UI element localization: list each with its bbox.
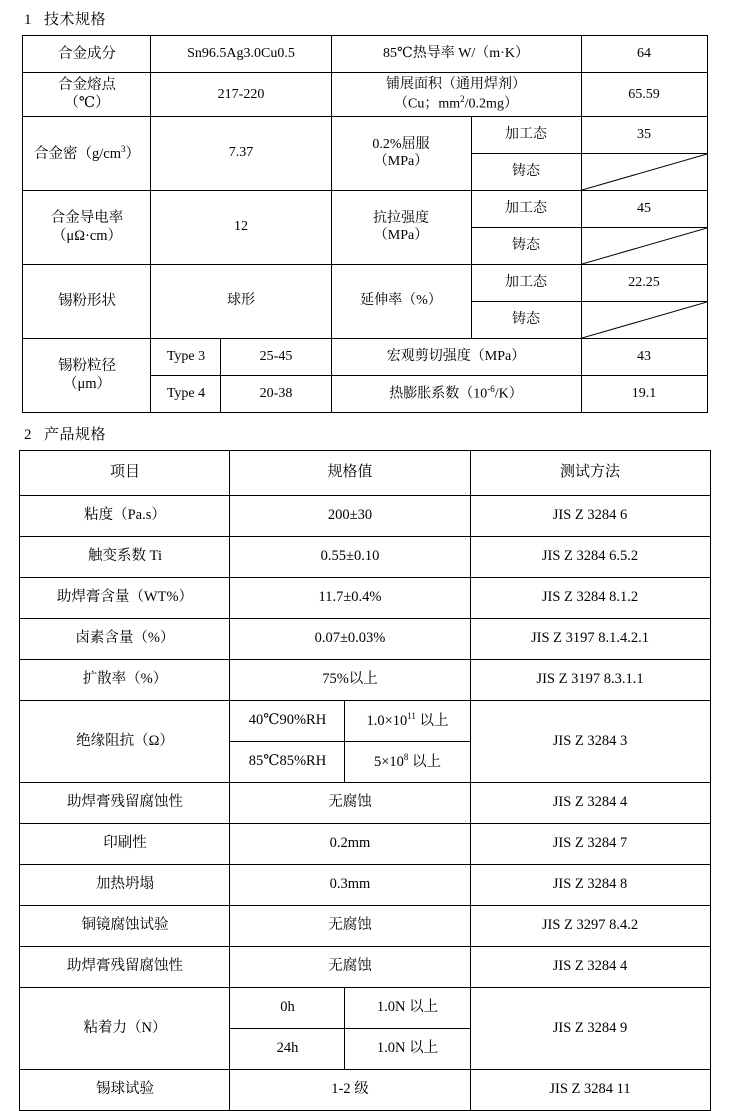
thermal-conductivity-label: 85℃热导率 W/（m·K） — [331, 36, 581, 73]
row-condition: 24h — [230, 1028, 345, 1069]
thermal-conductivity-value: 64 — [581, 36, 707, 73]
alloy-conductivity-label-line2: （μΩ·cm） — [51, 228, 123, 245]
spread-area-label — [331, 73, 581, 117]
melting-point-label-line2: （℃） — [64, 95, 110, 112]
yield-value-cast-empty — [581, 153, 707, 190]
section-2-heading — [24, 423, 730, 444]
header-item: 项目 — [20, 450, 230, 495]
section-1-number: 1 — [24, 12, 32, 28]
row-spec: 0.07±0.03% — [230, 618, 470, 659]
row-method: JIS Z 3284 7 — [470, 823, 710, 864]
product-spec-table — [19, 450, 710, 1111]
row-value: $1.0\times 10^{11}$ 以上 — [345, 700, 470, 741]
table-row — [20, 823, 710, 864]
yield-state-cast: 铸态 — [471, 153, 581, 190]
tensile-strength-label-line1: 抗拉强度 — [373, 210, 429, 226]
table-row — [23, 73, 707, 117]
alloy-composition-label: 合金成分 — [23, 36, 151, 73]
row-spec: 无腐蚀 — [230, 946, 470, 987]
table-row — [23, 116, 707, 153]
row-item: 助焊膏残留腐蚀性 — [20, 946, 230, 987]
particle-type-4: Type 4 — [151, 375, 221, 412]
row-method: JIS Z 3284 4 — [470, 782, 710, 823]
table-row — [20, 577, 710, 618]
particle-size-label-line2: （μm） — [62, 376, 112, 393]
row-item: 触变系数 Ti — [20, 536, 230, 577]
elongation-label: 延伸率（%） — [331, 264, 471, 338]
row-item: 粘度（Pa.s） — [20, 495, 230, 536]
alloy-density-value: 7.37 — [151, 116, 331, 190]
particle-range-3: 25-45 — [221, 338, 331, 375]
elongation-state-wrought: 加工态 — [471, 264, 581, 301]
yield-strength-label — [331, 116, 471, 190]
yield-strength-label-line2: （MPa） — [373, 154, 429, 170]
row-item: 助焊膏含量（WT%） — [20, 577, 230, 618]
thermal-expansion-label: 热膨胀系数$(10^{-6}/K)$ — [331, 375, 581, 412]
row-value: 1.0N 以上 — [345, 987, 470, 1028]
row-condition: 40℃90%RH — [230, 700, 345, 741]
section-2-title: 产品规格 — [44, 426, 107, 443]
table-row — [20, 1069, 710, 1110]
table-row — [20, 700, 710, 741]
alloy-density-label: 合金密$(g/cm^3)$ — [23, 116, 151, 190]
header-test-method: 测试方法 — [470, 450, 710, 495]
row-spec: 0.3mm — [230, 864, 470, 905]
row-item: 印刷性 — [20, 823, 230, 864]
tensile-state-wrought: 加工态 — [471, 190, 581, 227]
tensile-strength-label-line2: （MPa） — [373, 228, 429, 244]
row-method: JIS Z 3297 8.4.2 — [470, 905, 710, 946]
table-row — [23, 338, 707, 375]
alloy-conductivity-label-line1: 合金导电率 — [50, 210, 124, 227]
table-row — [20, 987, 710, 1028]
row-spec: 75%以上 — [230, 659, 470, 700]
row-method: JIS Z 3284 4 — [470, 946, 710, 987]
row-item: 绝缘阻抗（Ω） — [20, 700, 230, 782]
row-item: 锡球试验 — [20, 1069, 230, 1110]
yield-strength-label-line1: 0.2%屈服 — [372, 136, 430, 152]
section-2-number: 2 — [24, 426, 32, 443]
tensile-value-wrought: 45 — [581, 190, 707, 227]
alloy-conductivity-label — [23, 190, 151, 264]
row-item: 铜镜腐蚀试验 — [20, 905, 230, 946]
row-method: JIS Z 3284 6 — [470, 495, 710, 536]
table-row — [20, 905, 710, 946]
particle-size-label-line1: 锡粉粒径 — [57, 358, 116, 375]
yield-state-wrought: 加工态 — [471, 116, 581, 153]
elongation-value-cast-empty — [581, 301, 707, 338]
row-spec: 无腐蚀 — [230, 905, 470, 946]
row-method: JIS Z 3284 8 — [470, 864, 710, 905]
table-row — [20, 536, 710, 577]
powder-shape-value: 球形 — [151, 264, 331, 338]
header-spec-value: 规格值 — [230, 450, 470, 495]
particle-type-3: Type 3 — [151, 338, 221, 375]
macro-shear-strength-label: 宏观剪切强度（MPa） — [331, 338, 581, 375]
table-row — [20, 618, 710, 659]
elongation-state-cast: 铸态 — [471, 301, 581, 338]
row-spec: 1-2 级 — [230, 1069, 470, 1110]
melting-point-value: 217-220 — [151, 73, 331, 117]
row-spec: 无腐蚀 — [230, 782, 470, 823]
table-row — [20, 864, 710, 905]
yield-value-wrought: 35 — [581, 116, 707, 153]
section-1-title: 技术规格 — [44, 12, 107, 28]
tensile-strength-label — [331, 190, 471, 264]
row-method: JIS Z 3284 9 — [470, 987, 710, 1069]
row-item: 卤素含量（%） — [20, 618, 230, 659]
tensile-value-cast-empty — [581, 227, 707, 264]
table-header-row — [20, 450, 710, 495]
table-row — [20, 782, 710, 823]
row-spec: 11.7±0.4% — [230, 577, 470, 618]
elongation-value-wrought: 22.25 — [581, 264, 707, 301]
row-item: 助焊膏残留腐蚀性 — [20, 782, 230, 823]
row-method: JIS Z 3284 11 — [470, 1069, 710, 1110]
particle-size-label — [23, 338, 151, 412]
melting-point-label — [23, 73, 151, 117]
row-method: JIS Z 3284 6.5.2 — [470, 536, 710, 577]
row-method: JIS Z 3284 8.1.2 — [470, 577, 710, 618]
row-item: 扩散率（%） — [20, 659, 230, 700]
row-spec: 0.55±0.10 — [230, 536, 470, 577]
row-value: 1.0N 以上 — [345, 1028, 470, 1069]
document-page — [0, 8, 730, 1111]
row-spec: 0.2mm — [230, 823, 470, 864]
row-condition: 85℃85%RH — [230, 741, 345, 782]
row-item: 粘着力（N） — [20, 987, 230, 1069]
row-method: JIS Z 3197 8.3.1.1 — [470, 659, 710, 700]
table-row — [20, 495, 710, 536]
row-condition: 0h — [230, 987, 345, 1028]
powder-shape-label: 锡粉形状 — [23, 264, 151, 338]
technical-spec-table — [22, 35, 707, 413]
table-row — [23, 36, 707, 73]
spread-area-value: 65.59 — [581, 73, 707, 117]
spread-area-label-line2: （Cu；$mm^2/0.2mg$） — [394, 93, 518, 112]
alloy-conductivity-value: 12 — [151, 190, 331, 264]
particle-range-4: 20-38 — [221, 375, 331, 412]
alloy-composition-value: Sn96.5Ag3.0Cu0.5 — [151, 36, 331, 73]
tensile-state-cast: 铸态 — [471, 227, 581, 264]
thermal-expansion-value: 19.1 — [581, 375, 707, 412]
table-row — [23, 190, 707, 227]
melting-point-label-line1: 合金熔点 — [57, 77, 116, 94]
row-value: $5\times 10^8$ 以上 — [345, 741, 470, 782]
row-spec: 200±30 — [230, 495, 470, 536]
macro-shear-strength-value: 43 — [581, 338, 707, 375]
row-method: JIS Z 3197 8.1.4.2.1 — [470, 618, 710, 659]
spread-area-label-line1: 铺展面积（通用焊剂） — [386, 77, 526, 92]
row-item: 加热坍塌 — [20, 864, 230, 905]
table-row — [23, 264, 707, 301]
section-1-heading — [24, 8, 730, 29]
table-row — [20, 946, 710, 987]
row-method: JIS Z 3284 3 — [470, 700, 710, 782]
table-row — [20, 659, 710, 700]
